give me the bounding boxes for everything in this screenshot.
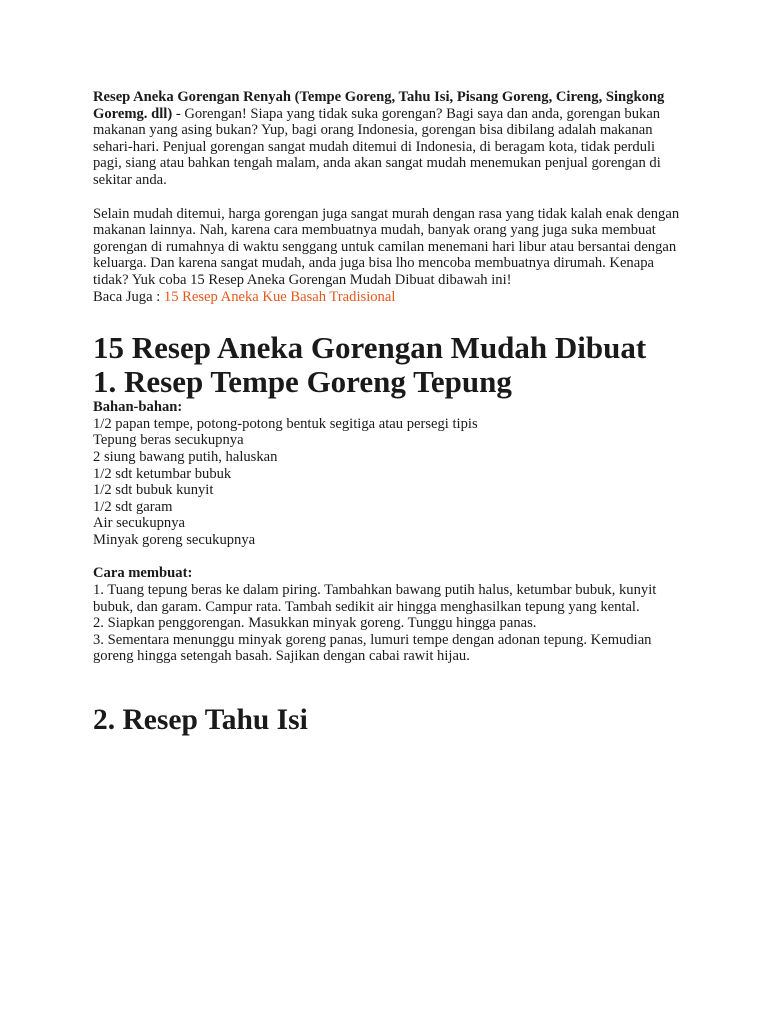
ingredient-item: 1/2 papan tempe, potong-potong bentuk segitiga atau persegi tipis — [93, 415, 478, 432]
second-paragraph: Selain mudah ditemui, harga gorengan juga sangat murah dengan rasa yang tidak kalah enak dengan makanan lainnya. Nah, karena cara membuatnya mudah, banyak orang yang juga suka membuat gorengan di rumahnya di waktu senggang untuk camilan menemani hari libur atau bersantai dengan keluarga. Dan karena sangat mudah, anda juga bisa lho mencoba membuatnya dirumah. Kenapa tidak? Yuk coba 15 Resep Aneka Gorengan Mudah Dibuat dibawah ini! — [93, 205, 680, 288]
read-also-link[interactable]: 15 Resep Aneka Kue Basah Tradisional — [163, 288, 396, 305]
step-item: 1. Tuang tepung beras ke dalam piring. Tambahkan bawang putih halus, ketumbar bubuk, kunyit bubuk, dan garam. Campur rata. Tambah sedikit air hingga menghasilkan tepung yang kental. — [93, 582, 657, 615]
step-item: 3. Sementara menunggu minyak goreng panas, lumuri tempe dengan adonan tepung. Kemudian goreng hingga setengah basah. Sajikan dengan cabai rawit hijau. — [93, 631, 652, 665]
ingredient-item: 1/2 sdt ketumbar bubuk — [93, 465, 232, 482]
ingredient-item: 2 siung bawang putih, haluskan — [93, 448, 278, 465]
document-page — [93, 89, 683, 737]
steps-label: Cara membuat: — [93, 565, 193, 582]
recipe-2-title: 2. Resep Tahu Isi — [93, 704, 308, 737]
ingredient-item: Tepung beras secukupnya — [93, 432, 244, 449]
steps-list — [93, 582, 683, 665]
read-also-line — [93, 289, 683, 306]
intro-text: - Gorengan! Siapa yang tidak suka gorengan? Bagi saya dan anda, gorengan bukan makanan yang asing bukan? Yup, bagi orang Indonesia, gorengan bisa dibilang adalah makanan sehari-hari. Penjual gorengan sangat mudah ditemui di Indonesia, di beragam kota, tidak perduli pagi, siang atau bahkan tengah malam, anda akan sangat mudah menemukan penjual gorengan di sekitar anda. — [93, 105, 661, 188]
main-title: 15 Resep Aneka Gorengan Mudah Dibuat — [93, 330, 647, 366]
intro-paragraph — [93, 89, 683, 189]
ingredient-item: 1/2 sdt garam — [93, 498, 173, 515]
spacer — [93, 548, 683, 565]
intro-title: Resep Aneka Gorengan Renyah (Tempe Goreng, Tahu Isi, Pisang Goreng, Cireng, Singkong Goremg. dll) — [93, 89, 665, 122]
spacer — [93, 189, 683, 206]
read-also-label: Baca Juga : — [93, 288, 164, 305]
ingredient-item: Air secukupnya — [93, 515, 185, 532]
recipe-1-title: 1. Resep Tempe Goreng Tepung — [93, 364, 512, 400]
ingredients-label: Bahan-bahan: — [93, 399, 183, 416]
ingredient-item: Minyak goreng secukupnya — [93, 531, 256, 548]
step-item: 2. Siapkan penggorengan. Masukkan minyak goreng. Tunggu hingga panas. — [93, 615, 537, 632]
spacer — [93, 665, 683, 704]
ingredients-list — [93, 416, 683, 549]
ingredient-item: 1/2 sdt bubuk kunyit — [93, 482, 214, 499]
